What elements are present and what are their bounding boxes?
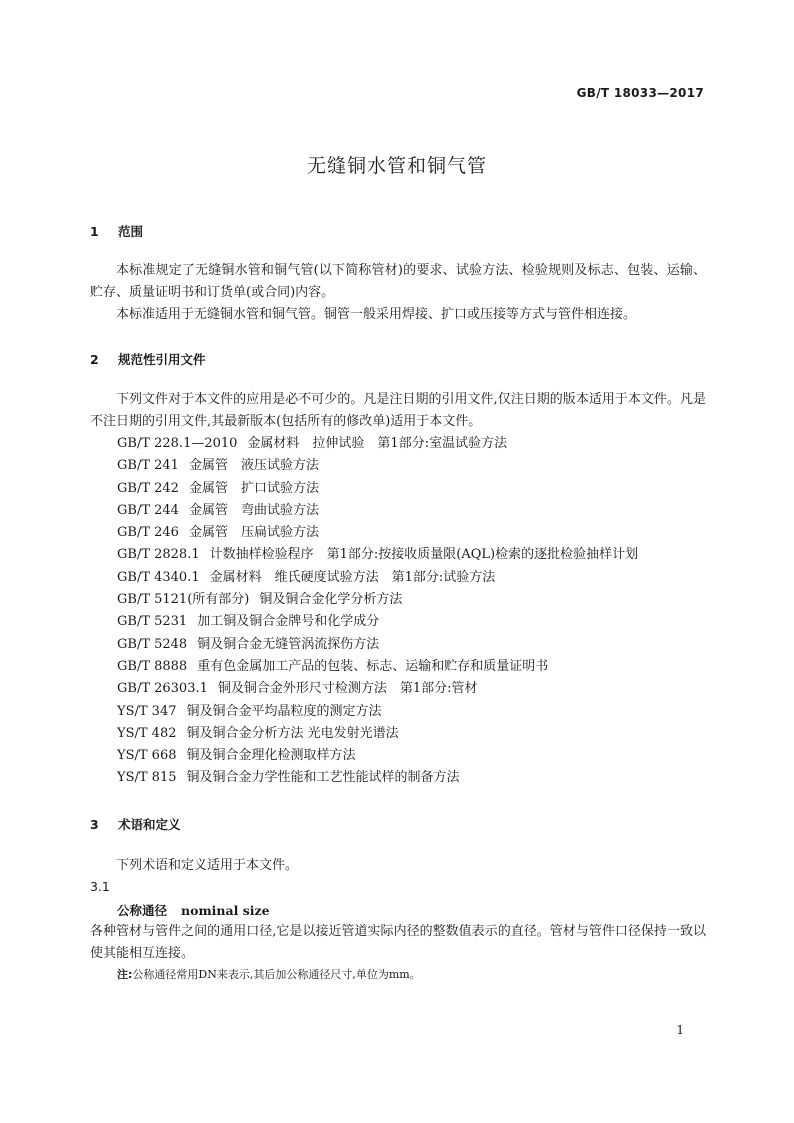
reference-item <box>117 634 638 656</box>
term-number: 3.1 <box>90 879 110 894</box>
reference-item <box>117 478 638 500</box>
reference-title: 铜及铜合金分析方法 光电发射光谱法 <box>186 725 399 741</box>
reference-title: 铜及铜合金平均晶粒度的测定方法 <box>186 703 382 719</box>
term-definition: 各种管材与管件之间的通用口径,它是以接近管道实际内径的整数值表示的直径。管材与管件口径保持一致以使其能相互连接。 <box>90 924 706 961</box>
reference-title: 金属管 扩口试验方法 <box>188 480 319 496</box>
reference-title: 金属管 液压试验方法 <box>188 458 319 474</box>
reference-item <box>117 455 638 477</box>
section-number: 1 <box>90 224 99 239</box>
reference-title: 金属材料 拉伸试验 第1部分:室温试验方法 <box>247 436 508 451</box>
section-1-heading <box>90 222 143 240</box>
section-number: 2 <box>90 352 99 367</box>
references-intro: 下列文件对于本文件的应用是必不可少的。凡是注日期的引用文件,仅注日期的版本适用于本文件。凡是不注日期的引用文件,其最新版本(包括所有的修改单)适用于本文件。 <box>90 392 706 429</box>
reference-code: GB/T 241 <box>117 458 179 474</box>
term-title <box>117 901 270 919</box>
reference-code: GB/T 242 <box>117 480 179 496</box>
reference-title: 计数抽样检验程序 第1部分:按接收质量限(AQL)检索的逐批检验抽样计划 <box>209 547 639 563</box>
reference-code: YS/T 347 <box>117 703 177 719</box>
reference-code: GB/T 5248 <box>117 636 188 652</box>
reference-title: 金属管 弯曲试验方法 <box>188 502 319 518</box>
reference-title: 重有色金属加工产品的包装、标志、运输和贮存和质量证明书 <box>197 658 549 674</box>
reference-item <box>117 522 638 544</box>
reference-item <box>117 544 638 566</box>
terms-intro: 下列术语和定义适用于本文件。 <box>116 858 299 873</box>
scope-paragraph-2: 本标准适用于无缝铜水管和铜气管。铜管一般采用焊接、扩口或压接等方式与管件相连接。 <box>116 307 637 322</box>
section-title: 规范性引用文件 <box>118 352 206 367</box>
term-note <box>117 966 421 982</box>
section-2-heading <box>90 350 206 368</box>
section-title: 术语和定义 <box>118 817 181 832</box>
reference-code: GB/T 8888 <box>117 658 188 674</box>
reference-title: 金属管 压扁试验方法 <box>188 525 319 541</box>
reference-title: 铜及铜合金外形尺寸检测方法 第1部分:管材 <box>217 681 478 697</box>
reference-title: 铜及铜合金力学性能和工艺性能试样的制备方法 <box>186 770 460 786</box>
reference-code: GB/T 2828.1 <box>117 547 200 563</box>
reference-code: GB/T 5231 <box>117 614 188 630</box>
section-title: 范围 <box>118 224 144 239</box>
reference-code: GB/T 228.1—2010 <box>117 436 238 451</box>
reference-title: 加工铜及铜合金牌号和化学成分 <box>197 614 380 630</box>
term-name-en: nominal size <box>181 903 270 918</box>
reference-item <box>117 433 638 455</box>
reference-item <box>117 767 638 789</box>
reference-item <box>117 500 638 522</box>
reference-code: YS/T 815 <box>117 770 177 786</box>
reference-item <box>117 678 638 700</box>
reference-item <box>117 745 638 767</box>
page-title: 无缝铜水管和铜气管 <box>306 155 487 177</box>
reference-code: YS/T 482 <box>117 725 177 741</box>
term-name-cn: 公称通径 <box>117 903 168 918</box>
note-text: 公称通径常用DN来表示,其后加公称通径尺寸,单位为mm。 <box>132 968 421 981</box>
section-3-heading <box>90 815 181 833</box>
reference-item <box>117 611 638 633</box>
reference-item <box>117 567 638 589</box>
note-label: 注: <box>117 968 133 981</box>
reference-item <box>117 701 638 723</box>
reference-item <box>117 723 638 745</box>
standard-number: GB/T 18033—2017 <box>576 86 704 100</box>
reference-code: GB/T 5121(所有部分) <box>117 592 250 608</box>
reference-item <box>117 589 638 611</box>
reference-item <box>117 656 638 678</box>
reference-title: 铜及铜合金理化检测取样方法 <box>186 748 356 764</box>
section-number: 3 <box>90 817 99 832</box>
reference-code: GB/T 244 <box>117 502 179 518</box>
reference-code: GB/T 26303.1 <box>117 681 208 697</box>
reference-code: YS/T 668 <box>117 748 177 764</box>
scope-paragraph-1: 本标准规定了无缝铜水管和铜气管(以下简称管材)的要求、试验方法、检验规则及标志、包装、运输、贮存、质量证明书和订货单(或合同)内容。 <box>90 263 706 300</box>
reference-list <box>117 433 638 790</box>
reference-title: 铜及铜合金无缝管涡流探伤方法 <box>197 636 380 652</box>
page-number: 1 <box>676 1023 684 1037</box>
reference-code: GB/T 246 <box>117 525 179 541</box>
reference-code: GB/T 4340.1 <box>117 569 200 585</box>
reference-title: 金属材料 维氏硬度试验方法 第1部分:试验方法 <box>209 569 496 585</box>
reference-title: 铜及铜合金化学分析方法 <box>259 592 403 608</box>
